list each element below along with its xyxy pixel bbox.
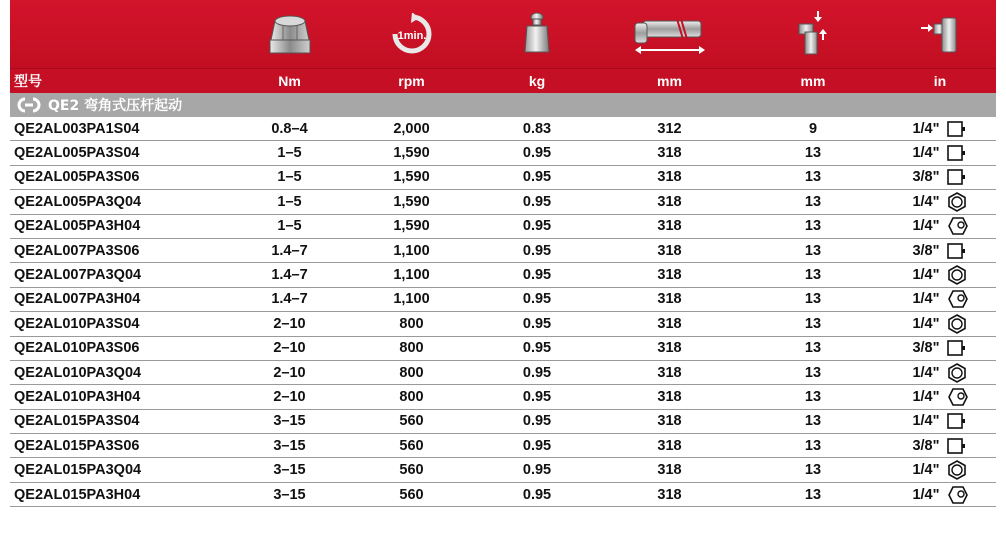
hex-drive-icon	[946, 485, 968, 505]
height-cell: 9	[808, 120, 818, 137]
drive-size-text: 1/4"	[912, 218, 940, 235]
model-column-header: 型号	[14, 74, 42, 90]
height-cell: 13	[804, 340, 822, 357]
rpm-icon-label: 1min.	[397, 30, 426, 42]
speed-cell: 2,000	[393, 120, 430, 137]
drive-cell	[884, 337, 996, 360]
table-row	[10, 215, 996, 239]
drive-cell	[884, 288, 996, 311]
length-unit-header: mm	[657, 73, 682, 89]
weight-icon	[522, 12, 552, 56]
drive-size-icon	[918, 12, 962, 56]
drive-cell	[884, 458, 996, 481]
nut-icon	[267, 13, 313, 55]
torque-cell: 1.4–7	[271, 267, 308, 284]
model-cell: QE2AL005PA3Q04	[14, 193, 142, 210]
drive-size-text: 3/8"	[912, 169, 940, 186]
drive-size-text: 1/4"	[912, 315, 940, 332]
length-cell: 318	[657, 145, 682, 162]
model-cell: QE2AL010PA3Q04	[14, 364, 142, 381]
square-drive-icon	[946, 241, 968, 261]
model-cell: QE2AL005PA3S06	[14, 169, 140, 186]
table-body	[10, 117, 996, 507]
table-row	[10, 312, 996, 336]
drive-size-text: 3/8"	[912, 340, 940, 357]
drive-cell	[884, 483, 996, 506]
speed-cell: 1,100	[393, 291, 430, 308]
table-row	[10, 483, 996, 507]
table-row	[10, 288, 996, 312]
drive-size-text: 1/4"	[912, 193, 940, 210]
table-row	[10, 410, 996, 434]
table-row	[10, 385, 996, 409]
torque-cell: 1–5	[277, 169, 302, 186]
speed-cell: 1,590	[393, 145, 430, 162]
model-cell: QE2AL015PA3S04	[14, 413, 140, 430]
speed-cell: 560	[399, 462, 424, 479]
drive-size-text: 3/8"	[912, 437, 940, 454]
drive-cell	[884, 434, 996, 457]
speed-cell: 800	[399, 315, 424, 332]
weight-cell: 0.95	[522, 340, 552, 357]
torque-cell: 2–10	[273, 364, 306, 381]
length-cell: 318	[657, 242, 682, 259]
weight-cell: 0.95	[522, 242, 552, 259]
units-row	[10, 68, 996, 93]
model-cell: QE2AL007PA3S06	[14, 242, 140, 259]
height-cell: 13	[804, 169, 822, 186]
weight-cell: 0.95	[522, 462, 552, 479]
drive-size-text: 1/4"	[912, 462, 940, 479]
quick-change-drive-icon	[946, 460, 968, 480]
rotation-per-minute-icon	[385, 13, 439, 55]
drive-size-text: 1/4"	[912, 120, 940, 137]
model-cell: QE2AL015PA3Q04	[14, 462, 142, 479]
torque-cell: 3–15	[273, 437, 306, 454]
weight-cell: 0.95	[522, 145, 552, 162]
table-row	[10, 166, 996, 190]
weight-cell: 0.83	[522, 120, 552, 137]
quick-change-drive-icon	[946, 363, 968, 383]
table-row	[10, 239, 996, 263]
height-cell: 13	[804, 462, 822, 479]
length-cell: 318	[657, 462, 682, 479]
table-row	[10, 141, 996, 165]
model-cell: QE2AL015PA3S06	[14, 437, 140, 454]
torque-cell: 3–15	[273, 413, 306, 430]
drive-size-text: 3/8"	[912, 242, 940, 259]
weight-cell: 0.95	[522, 486, 552, 503]
hex-drive-icon	[946, 387, 968, 407]
model-cell: QE2AL010PA3S06	[14, 340, 140, 357]
square-drive-icon	[946, 338, 968, 358]
weight-cell: 0.95	[522, 364, 552, 381]
speed-cell: 1,100	[393, 267, 430, 284]
table-row	[10, 117, 996, 141]
speed-cell: 800	[399, 340, 424, 357]
length-cell: 318	[657, 364, 682, 381]
weight-cell: 0.95	[522, 267, 552, 284]
section-header	[10, 93, 996, 117]
height-cell: 13	[804, 193, 822, 210]
drive-cell	[884, 190, 996, 213]
speed-cell: 560	[399, 413, 424, 430]
drive-cell	[884, 312, 996, 335]
model-cell: QE2AL007PA3H04	[14, 291, 141, 308]
length-cell: 318	[657, 340, 682, 357]
weight-cell: 0.95	[522, 291, 552, 308]
drive-cell	[884, 263, 996, 286]
model-cell: QE2AL010PA3H04	[14, 388, 141, 405]
drive-size-text: 1/4"	[912, 267, 940, 284]
drive-cell	[884, 141, 996, 164]
drive-size-text: 1/4"	[912, 291, 940, 308]
torque-cell: 0.8–4	[271, 120, 308, 137]
square-drive-icon	[946, 411, 968, 431]
table-row	[10, 361, 996, 385]
torque-cell: 3–15	[273, 462, 306, 479]
torque-cell: 1.4–7	[271, 291, 308, 308]
torque-unit-header: Nm	[278, 73, 301, 89]
height-cell: 13	[804, 388, 822, 405]
drive-cell	[884, 385, 996, 408]
model-cell: QE2AL005PA3H04	[14, 218, 141, 235]
table-row	[10, 434, 996, 458]
height-cell: 13	[804, 315, 822, 332]
quick-change-drive-icon	[946, 265, 968, 285]
height-cell: 13	[804, 437, 822, 454]
model-cell: QE2AL015PA3H04	[14, 486, 141, 503]
weight-cell: 0.95	[522, 218, 552, 235]
model-cell: QE2AL007PA3Q04	[14, 267, 142, 284]
height-cell: 13	[804, 218, 822, 235]
length-cell: 312	[657, 120, 682, 137]
torque-cell: 1–5	[277, 218, 302, 235]
torque-cell: 1–5	[277, 193, 302, 210]
length-cell: 318	[657, 267, 682, 284]
height-cell: 13	[804, 145, 822, 162]
hex-drive-icon	[946, 216, 968, 236]
speed-cell: 1,590	[393, 169, 430, 186]
tool-length-icon	[631, 11, 709, 57]
drive-unit-header: in	[933, 73, 947, 89]
weight-cell: 0.95	[522, 437, 552, 454]
weight-cell: 0.95	[522, 315, 552, 332]
square-drive-icon	[946, 119, 968, 139]
torque-cell: 2–10	[273, 340, 306, 357]
quick-change-drive-icon	[946, 314, 968, 334]
weight-cell: 0.95	[522, 193, 552, 210]
drive-size-text: 1/4"	[912, 486, 940, 503]
height-cell: 13	[804, 242, 822, 259]
table-row	[10, 337, 996, 361]
torque-cell: 1.4–7	[271, 242, 308, 259]
model-cell: QE2AL005PA3S04	[14, 145, 140, 162]
height-cell: 13	[804, 364, 822, 381]
speed-cell: 560	[399, 486, 424, 503]
height-cell: 13	[804, 413, 822, 430]
hex-drive-icon	[946, 289, 968, 309]
length-cell: 318	[657, 218, 682, 235]
drive-size-text: 1/4"	[912, 413, 940, 430]
torque-cell: 1–5	[277, 145, 302, 162]
drive-cell	[884, 361, 996, 384]
length-cell: 318	[657, 193, 682, 210]
head-height-icon	[793, 10, 833, 58]
length-cell: 318	[657, 486, 682, 503]
square-drive-icon	[946, 436, 968, 456]
drive-cell	[884, 410, 996, 433]
drive-size-text: 1/4"	[912, 388, 940, 405]
drive-cell	[884, 239, 996, 262]
table-row	[10, 190, 996, 214]
square-drive-icon	[946, 167, 968, 187]
quick-change-drive-icon	[946, 192, 968, 212]
model-cell: QE2AL003PA1S04	[14, 120, 140, 137]
section-title: QE2 弯角式压杆起动	[48, 98, 183, 114]
speed-cell: 560	[399, 437, 424, 454]
torque-cell: 2–10	[273, 388, 306, 405]
drive-cell	[884, 166, 996, 189]
weight-cell: 0.95	[522, 413, 552, 430]
drive-cell	[884, 215, 996, 238]
length-cell: 318	[657, 291, 682, 308]
speed-cell: 800	[399, 388, 424, 405]
table-row	[10, 263, 996, 287]
torque-cell: 3–15	[273, 486, 306, 503]
height-cell: 13	[804, 486, 822, 503]
length-cell: 318	[657, 315, 682, 332]
speed-cell: 1,590	[393, 193, 430, 210]
length-cell: 318	[657, 169, 682, 186]
length-cell: 318	[657, 413, 682, 430]
height-cell: 13	[804, 267, 822, 284]
height-cell: 13	[804, 291, 822, 308]
torque-cell: 2–10	[273, 315, 306, 332]
speed-cell: 1,100	[393, 242, 430, 259]
length-cell: 318	[657, 437, 682, 454]
table-row	[10, 458, 996, 482]
angle-lever-start-icon	[16, 96, 42, 114]
weight-unit-header: kg	[528, 73, 546, 89]
length-cell: 318	[657, 388, 682, 405]
weight-cell: 0.95	[522, 388, 552, 405]
speed-cell: 1,590	[393, 218, 430, 235]
drive-cell	[884, 117, 996, 140]
speed-cell: 800	[399, 364, 424, 381]
square-drive-icon	[946, 143, 968, 163]
drive-size-text: 1/4"	[912, 145, 940, 162]
model-cell: QE2AL010PA3S04	[14, 315, 140, 332]
speed-unit-header: rpm	[398, 73, 425, 89]
weight-cell: 0.95	[522, 169, 552, 186]
drive-size-text: 1/4"	[912, 364, 940, 381]
header-icon-band	[10, 0, 996, 68]
height-unit-header: mm	[800, 73, 826, 89]
